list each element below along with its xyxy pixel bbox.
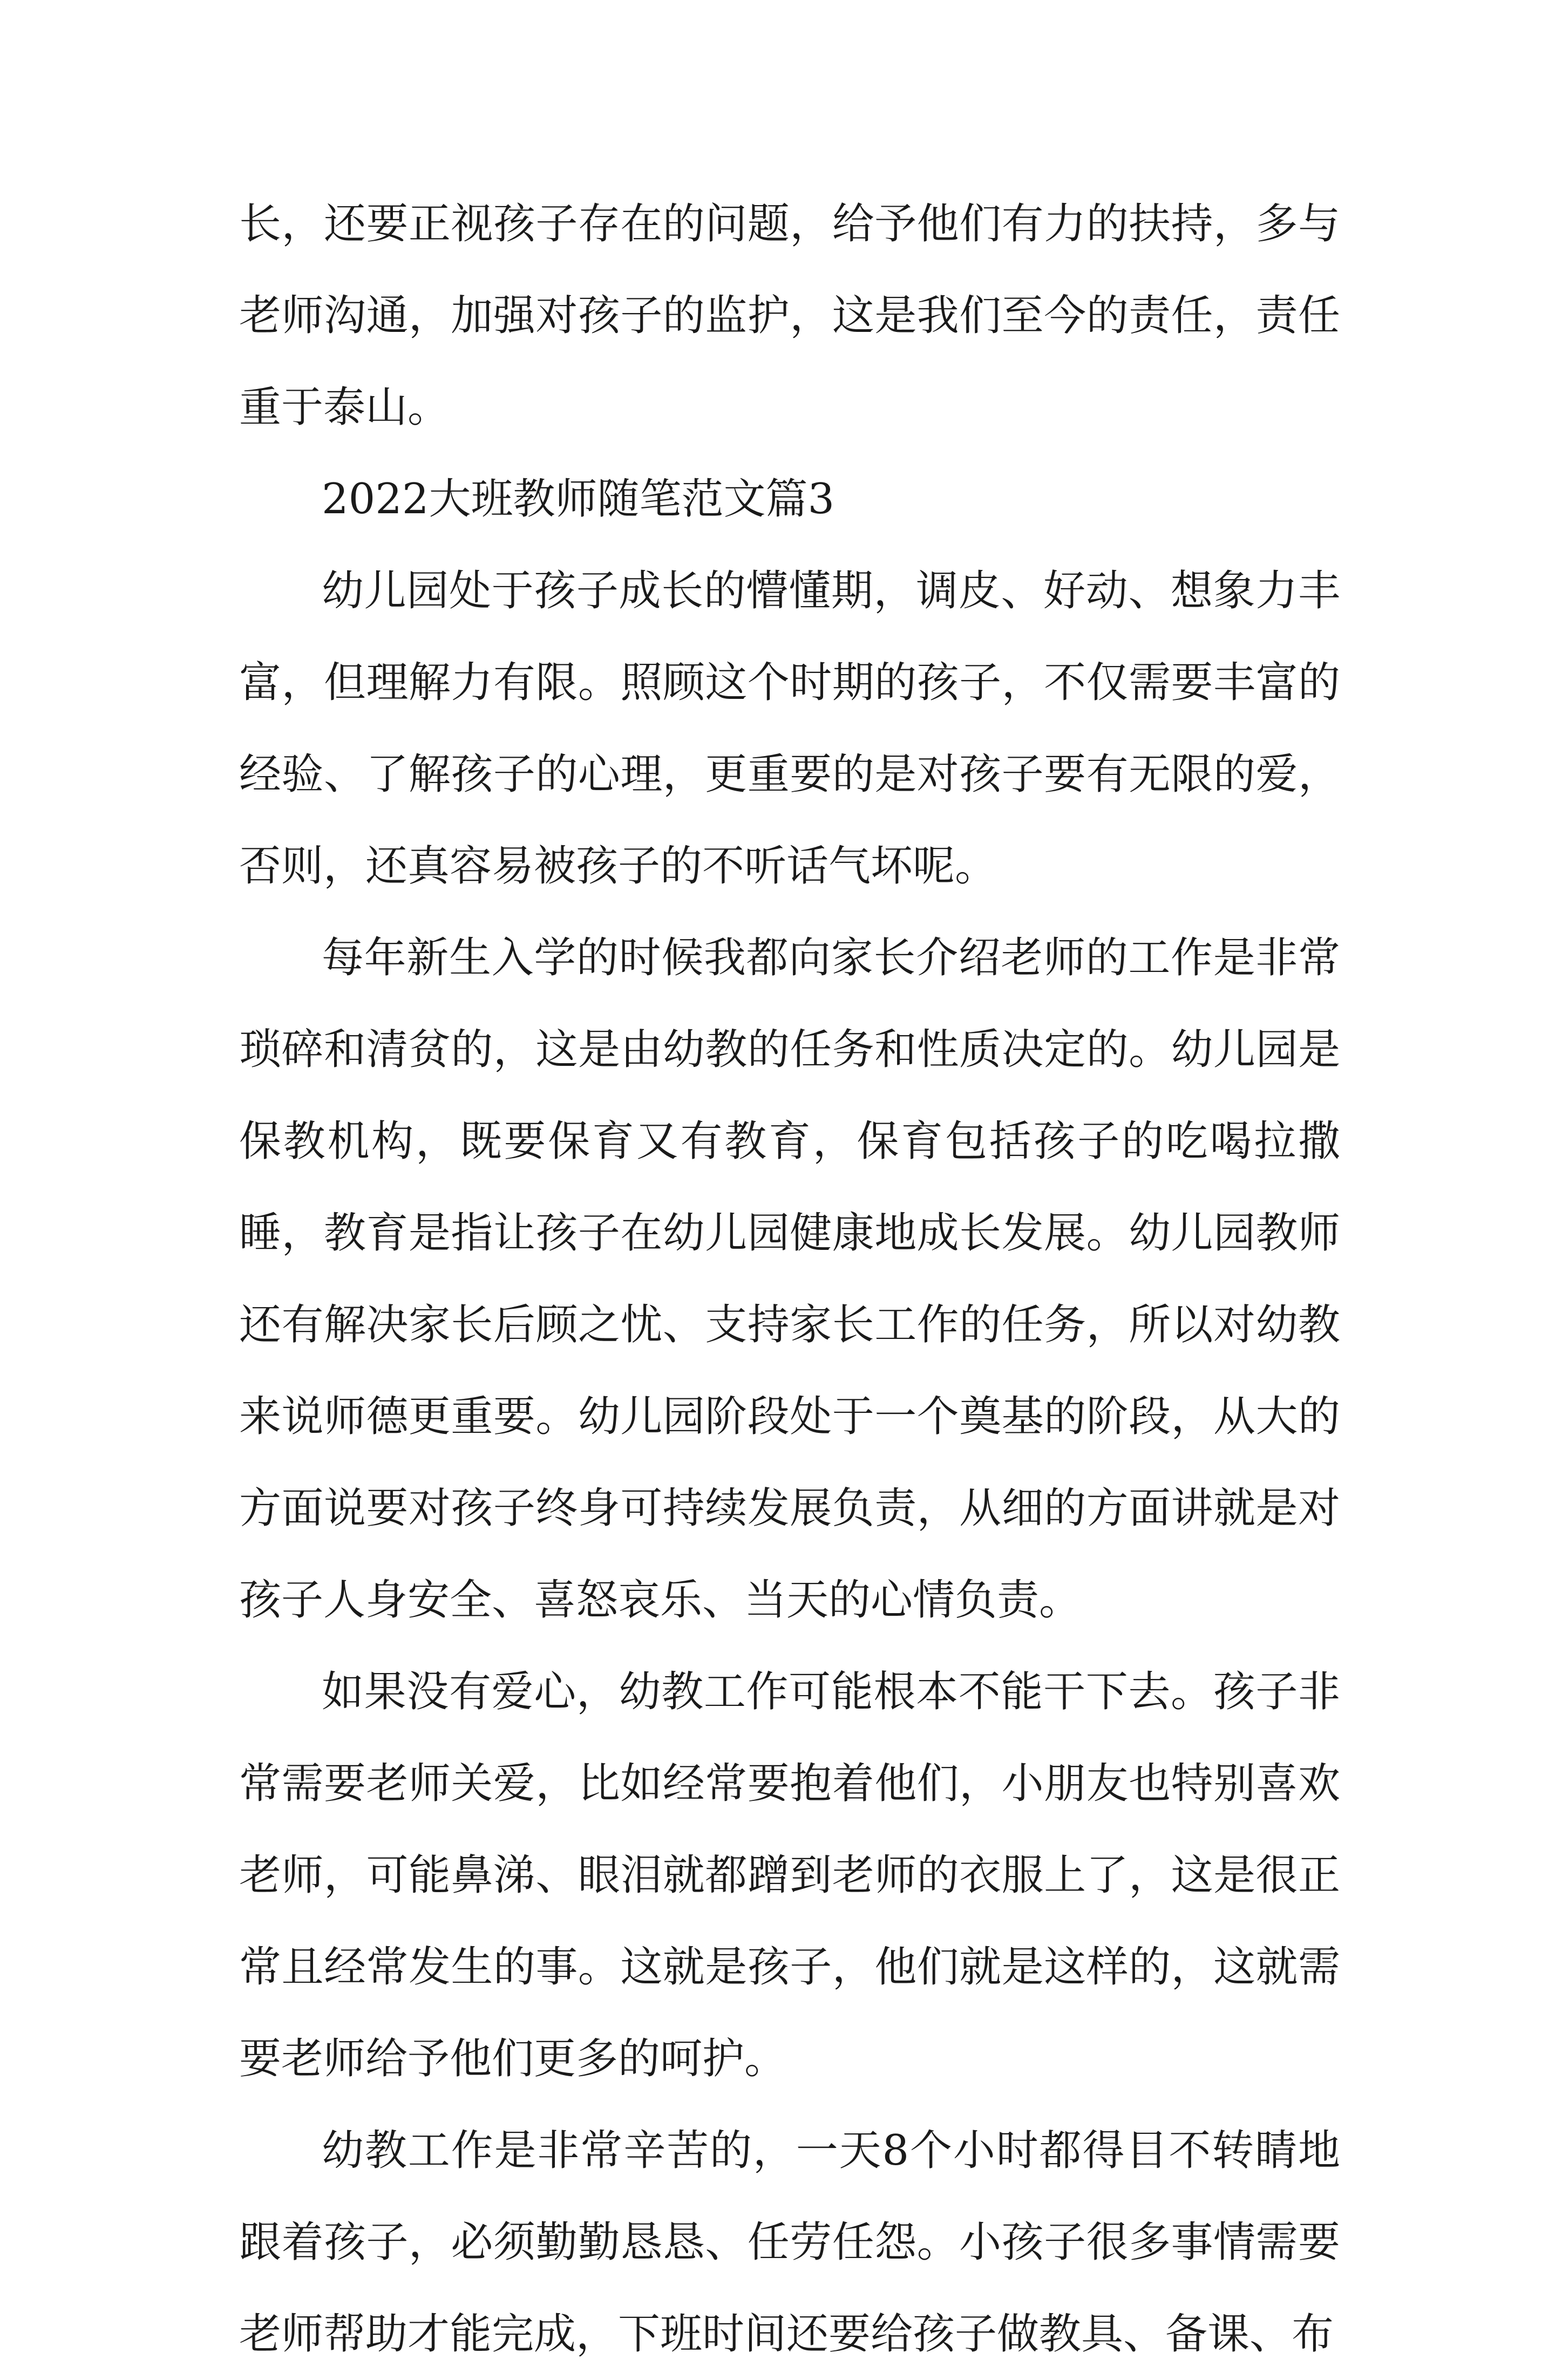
paragraph: 幼教工作是非常辛苦的，一天8个小时都得目不转睛地跟着孩子，必须勤勤恳恳、任劳任怨。小孩子很多事情需要老师帮助才能完成，下班时间还要给孩子做教具、备课、布 <box>239 2126 1340 2358</box>
paragraph-continued: 长，还要正视孩子存在的问题，给予他们有力的扶持，多与老师沟通，加强对孩子的监护，这是我们至今的责任，责任重于泰山。 <box>239 200 1340 432</box>
paragraph: 如果没有爱心，幼教工作可能根本不能干下去。孩子非常需要老师关爱，比如经常要抱着他们，小朋友也特别喜欢老师，可能鼻涕、眼泪就都蹭到老师的衣服上了，这是很正常且经常发生的事。这就是孩子，他们就是这样的，这就需要老师给予他们更多的呵护。 <box>239 1668 1340 2083</box>
paragraph: 幼儿园处于孩子成长的懵懂期，调皮、好动、想象力丰富，但理解力有限。照顾这个时期的孩子，不仅需要丰富的经验、了解孩子的心理，更重要的是对孩子要有无限的爱，否则，还真容易被孩子的不听话气坏呢。 <box>239 567 1340 890</box>
section-heading: 2022大班教师随笔范文篇3 <box>322 475 835 523</box>
paragraph: 每年新生入学的时候我都向家长介绍老师的工作是非常琐碎和清贫的，这是由幼教的任务和性质决定的。幼儿园是保教机构，既要保育又有教育，保育包括孩子的吃喝拉撒睡，教育是指让孩子在幼儿园健康地成长发展。幼儿园教师还有解决家长后顾之忧、支持家长工作的任务，所以对幼教来说师德更重要。幼儿园阶段处于一个奠基的阶段，从大的方面说要对孩子终身可持续发展负责，从细的方面讲就是对孩子人身安全、喜怒哀乐、当天的心情负责。 <box>239 934 1340 1624</box>
document-body <box>239 178 1340 2380</box>
